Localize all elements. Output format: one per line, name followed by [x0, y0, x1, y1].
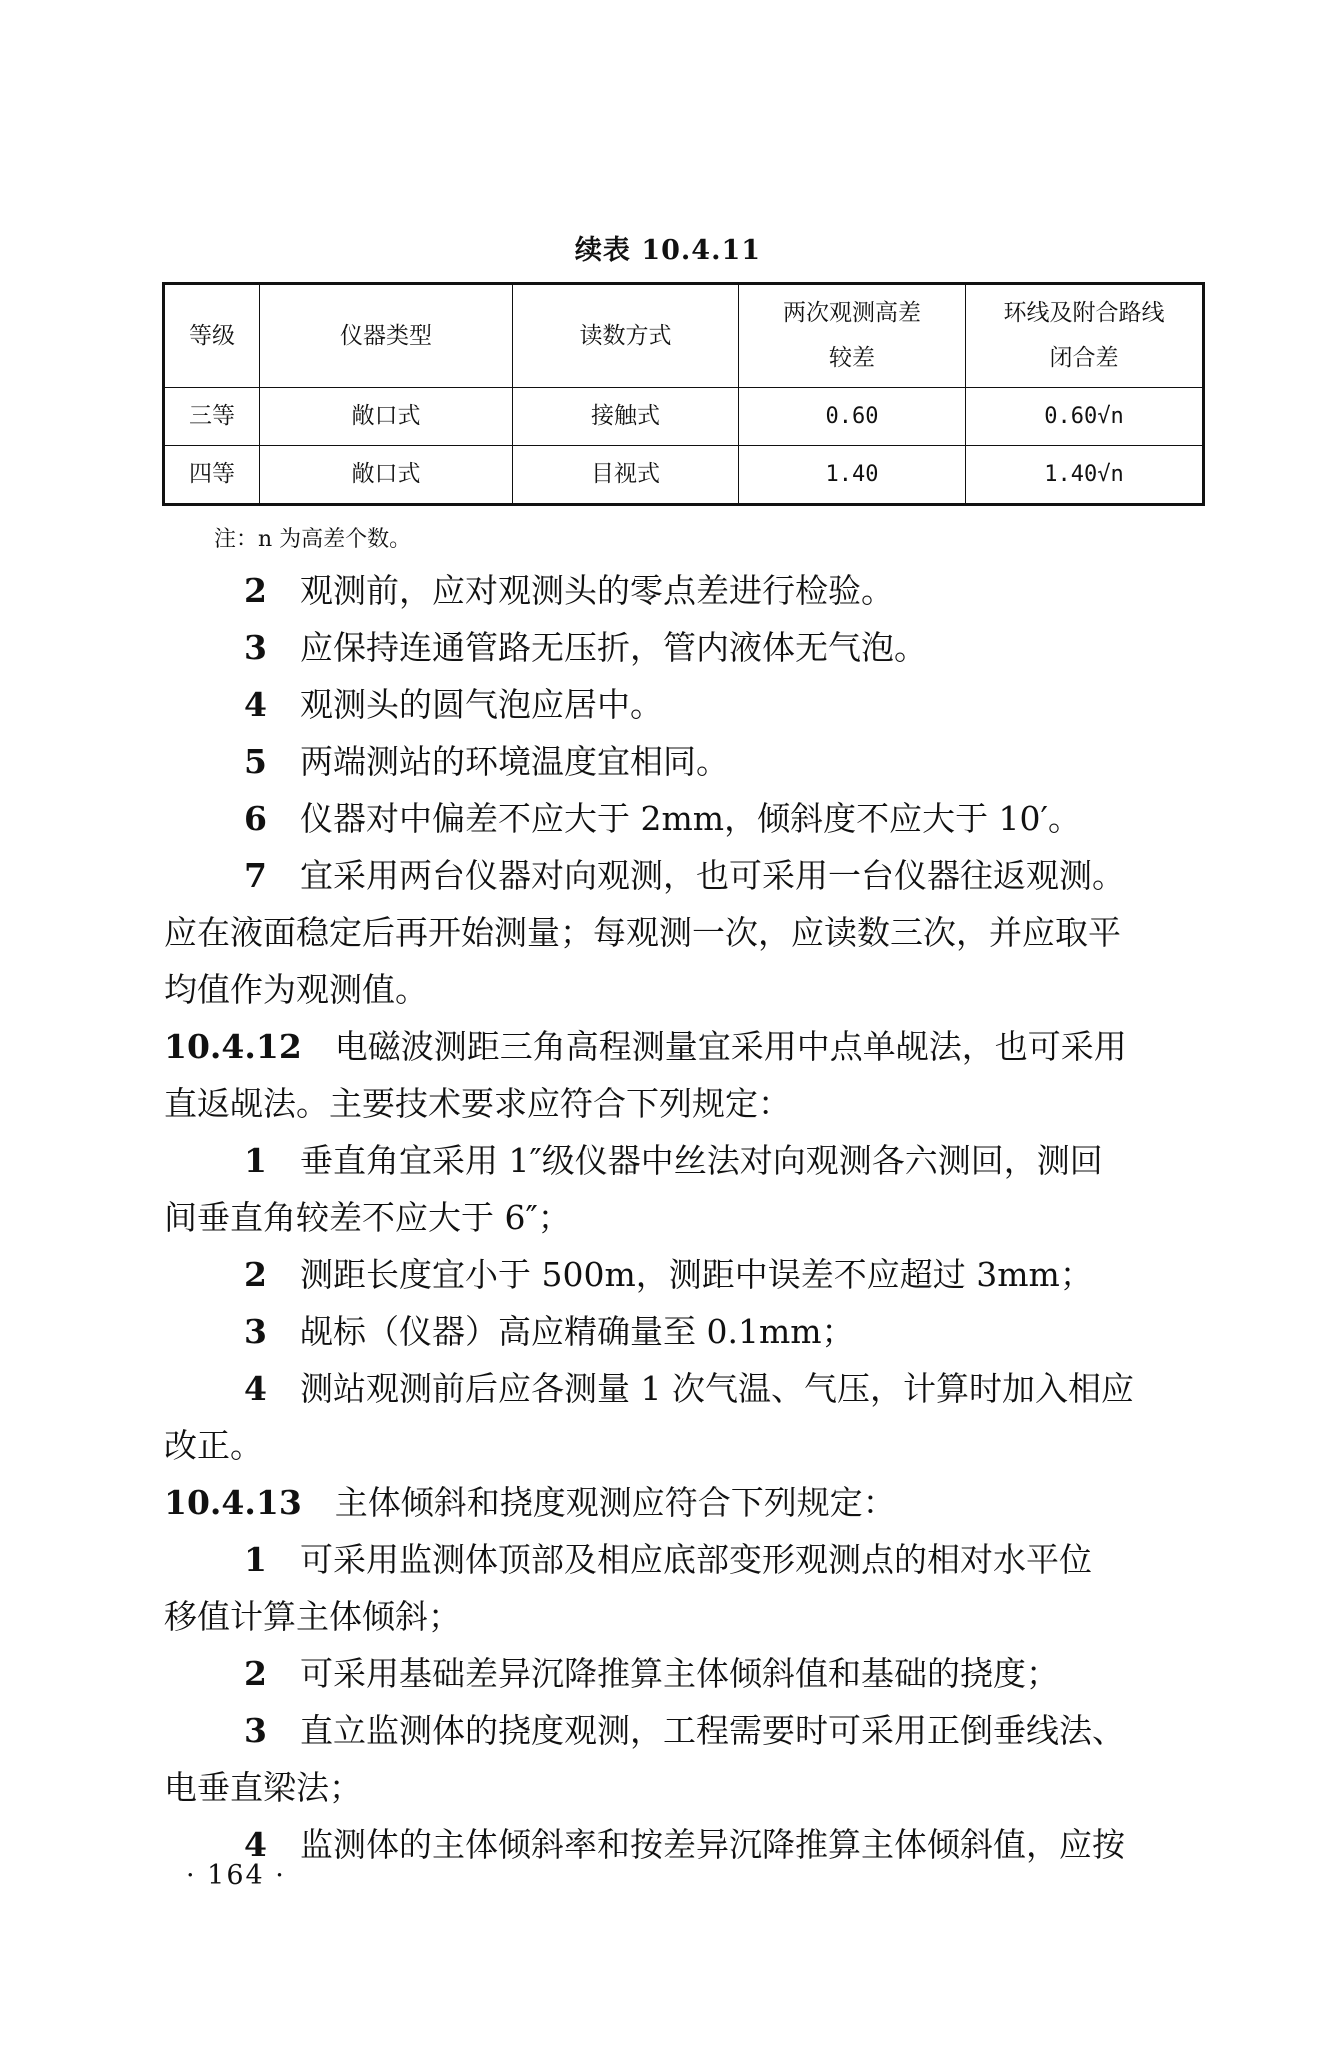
body-text	[164, 562, 1200, 1873]
line-text: 觇标（仪器）高应精确量至 0.1mm；	[300, 1312, 855, 1351]
line-text: 观测头的圆气泡应居中。	[300, 685, 663, 724]
clause-number: 10.4.13	[164, 1483, 302, 1522]
line-text: 应保持连通管路无压折，管内液体无气泡。	[300, 628, 927, 667]
continuation-line	[164, 1759, 1200, 1816]
item-number: 6	[244, 799, 267, 838]
item-number: 2	[244, 571, 267, 610]
item-number: 4	[244, 685, 267, 724]
table-cell: 0.60√n	[966, 388, 1204, 446]
header-height-diff-line2: 较差	[829, 345, 875, 371]
line-text: 垂直角宜采用 1″级仪器中丝法对向观测各六测回，测回	[300, 1141, 1103, 1180]
clause-heading-line	[164, 1018, 1200, 1075]
header-instrument-type: 仪器类型	[260, 284, 513, 388]
list-item-line	[164, 1132, 1200, 1189]
table-note: 注：n 为高差个数。	[214, 527, 412, 552]
clause-heading-line	[164, 1474, 1200, 1531]
spec-table	[162, 282, 1205, 506]
list-item-line	[164, 847, 1200, 904]
list-item-line	[164, 676, 1200, 733]
table-row	[164, 446, 1204, 505]
continuation-line	[164, 1588, 1200, 1645]
item-number: 4	[244, 1825, 267, 1864]
continuation-line	[164, 1417, 1200, 1474]
list-item-line	[164, 619, 1200, 676]
header-closure-line2: 闭合差	[1049, 345, 1119, 371]
item-number: 1	[244, 1540, 267, 1579]
list-item-line	[164, 1531, 1200, 1588]
list-item-line	[164, 1645, 1200, 1702]
list-item-line	[164, 1246, 1200, 1303]
line-text: 应在液面稳定后再开始测量；每观测一次，应读数三次，并应取平	[164, 913, 1121, 952]
header-reading-method: 读数方式	[513, 284, 739, 388]
item-number: 3	[244, 1711, 267, 1750]
list-item-line	[164, 790, 1200, 847]
continuation-line	[164, 904, 1200, 961]
line-text: 仪器对中偏差不应大于 2mm，倾斜度不应大于 10′。	[300, 799, 1082, 838]
table-cell: 四等	[164, 446, 260, 505]
list-item-line	[164, 1702, 1200, 1759]
item-number: 1	[244, 1141, 267, 1180]
item-number: 3	[244, 1312, 267, 1351]
line-text: 直立监测体的挠度观测，工程需要时可采用正倒垂线法、	[300, 1711, 1125, 1750]
line-text: 主体倾斜和挠度观测应符合下列规定：	[334, 1483, 896, 1522]
line-text: 均值作为观测值。	[164, 970, 428, 1009]
table-cell: 目视式	[513, 446, 739, 505]
continuation-line	[164, 1189, 1200, 1246]
line-text: 电磁波测距三角高程测量宜采用中点单觇法，也可采用	[334, 1027, 1127, 1066]
item-number: 7	[244, 856, 267, 895]
line-text: 可采用监测体顶部及相应底部变形观测点的相对水平位	[300, 1540, 1092, 1579]
line-text: 监测体的主体倾斜率和按差异沉降推算主体倾斜值，应按	[300, 1825, 1125, 1864]
list-item-line	[164, 562, 1200, 619]
line-text: 两端测站的环境温度宜相同。	[300, 742, 729, 781]
continuation-line	[164, 1075, 1200, 1132]
table-cell: 1.40	[739, 446, 966, 505]
line-text: 间垂直角较差不应大于 6″；	[164, 1198, 571, 1237]
table-row	[164, 388, 1204, 446]
list-item-line	[164, 1816, 1200, 1873]
header-height-diff-line1: 两次观测高差	[783, 300, 921, 326]
list-item-line	[164, 1360, 1200, 1417]
table-cell: 0.60	[739, 388, 966, 446]
header-closure	[966, 284, 1204, 388]
line-text: 观测前，应对观测头的零点差进行检验。	[300, 571, 894, 610]
line-text: 直返觇法。主要技术要求应符合下列规定：	[164, 1084, 791, 1123]
line-text: 测站观测前后应各测量 1 次气温、气压，计算时加入相应	[300, 1369, 1134, 1408]
line-text: 电垂直梁法；	[164, 1768, 362, 1807]
line-text: 测距长度宜小于 500m，测距中误差不应超过 3mm；	[300, 1255, 1093, 1294]
item-number: 2	[244, 1654, 267, 1693]
item-number: 5	[244, 742, 267, 781]
table-cell: 三等	[164, 388, 260, 446]
header-grade: 等级	[164, 284, 260, 388]
line-text: 宜采用两台仪器对向观测，也可采用一台仪器往返观测。	[300, 856, 1125, 895]
clause-number: 10.4.12	[164, 1027, 302, 1066]
table-cell: 1.40√n	[966, 446, 1204, 505]
table-cell: 敞口式	[260, 388, 513, 446]
item-number: 4	[244, 1369, 267, 1408]
list-item-line	[164, 1303, 1200, 1360]
header-closure-line1: 环线及附合路线	[1003, 300, 1165, 326]
list-item-line	[164, 733, 1200, 790]
table-cell: 接触式	[513, 388, 739, 446]
item-number: 2	[244, 1255, 267, 1294]
line-text: 移值计算主体倾斜；	[164, 1597, 461, 1636]
table-cell: 敞口式	[260, 446, 513, 505]
page-number: · 164 ·	[186, 1860, 286, 1891]
line-text: 改正。	[164, 1426, 263, 1465]
header-height-diff	[739, 284, 966, 388]
item-number: 3	[244, 628, 267, 667]
line-text: 可采用基础差异沉降推算主体倾斜值和基础的挠度；	[300, 1654, 1059, 1693]
table-header-row	[164, 284, 1204, 388]
continuation-line	[164, 961, 1200, 1018]
table-caption: 续表 10.4.11	[574, 235, 762, 266]
